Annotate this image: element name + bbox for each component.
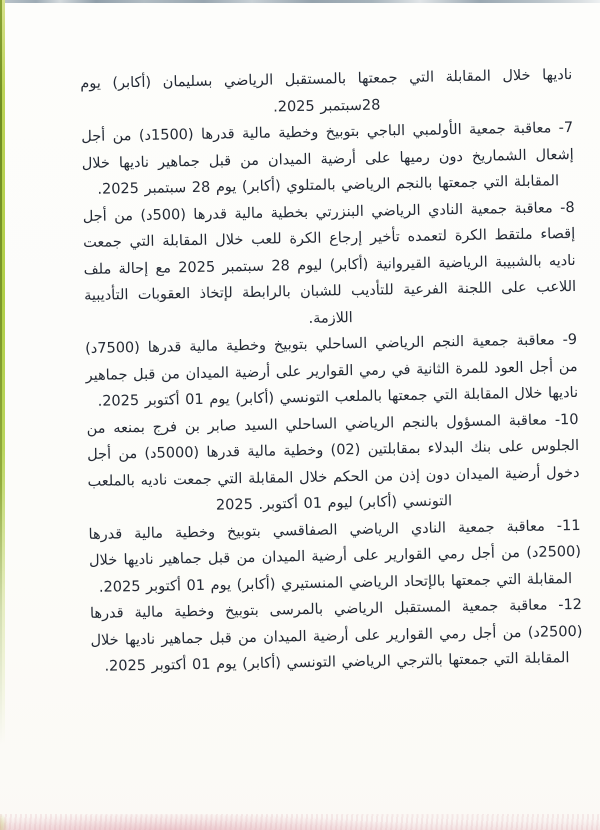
sanction-item-7: 7- معاقبة جمعية الأولمبي الباجي بتوبيخ وخطية مالية قدرها (1500د) من أجل إشعال الشماريخ دون رميها على أرضية الميدان من قبل جماهير ناديها خلال المقابلة التي جمعتها بالنجم الرياضي بالمتلوي (أكابر) يوم 28 سبتمبر 2025. [81, 119, 574, 198]
sanction-item-10: 10- معاقبة المسؤول بالنجم الرياضي الساحلي السيد صابر بن فرج بمنعه من الجلوس على بنك البدلاء بمقابلتين (02) وخطية مالية قدرها (5000د) من أجل دخول أرضية الميدان دون إذن من الحكم خلال المقابلة التي جمعت ناديه بالملعب التونسي (أكابر) ليوم 01 أكتوبر. 2025 [86, 411, 580, 514]
scan-top-edge-artifact [0, 0, 600, 3]
sanction-item-9: 9- معاقبة جمعية النجم الرياضي الساحلي بتوبيخ وخطية مالية قدرها (7500د) من أجل العود للمرة الثانية في رمي القوارير على أرضية الميدان من قبل جماهير ناديها خلال المقابلة التي جمعتها بالملعب التونسي (أكابر) يوم 01 أكتوبر 2025. [85, 331, 579, 410]
sanction-item-12: 12- معاقبة جمعية المستقبل الرياضي بالمرسى بتوبيخ وخطية مالية قدرها (2500د) من أجل رمي القوارير على أرضية الميدان من قبل جماهير ناديها خلال المقابلة التي جمعتها بالترجي الرياضي التونسي (أكابر) يوم 01 أكتوبر 2025. [89, 596, 583, 675]
paragraph-continuation: ناديها خلال المقابلة التي جمعتها بالمستقبل الرياضي بسليمان (أكابر) يوم 28سبتمبر 2025. [80, 66, 573, 115]
scan-left-edge-artifact-light [2, 0, 5, 745]
sanction-item-11: 11- معاقبة جمعية النادي الرياضي الصفاقسي بتوبيخ وخطية مالية قدرها (2500د) من أجل رمي القوارير على أرضية الميدان من قبل جماهير ناديها خلال المقابلة التي جمعتها بالإتحاد الرياضي المنستيري (أكابر) يوم 01 أكتوبر 2025. [88, 517, 582, 596]
sanction-item-8: 8- معاقبة جمعية النادي الرياضي البنزرتي بخطية مالية قدرها (500د) من أجل إقصاء ملتقط الكرة لتعمده تأخير إرجاع الكرة للعب خلال المقابلة التي جمعت ناديه بالشبيبة الرياضية القيروانية (أكابر) ليوم 28 سبتمبر 2025 مع إحالة ملف اللاعب على اللجنة الفرعية للتأديب للشبان بالرابطة لإتخاذ العقوبات التأديبية اللازمة. [82, 199, 577, 327]
document-text [80, 62, 583, 680]
scan-bottom-edge-artifact [0, 814, 600, 830]
